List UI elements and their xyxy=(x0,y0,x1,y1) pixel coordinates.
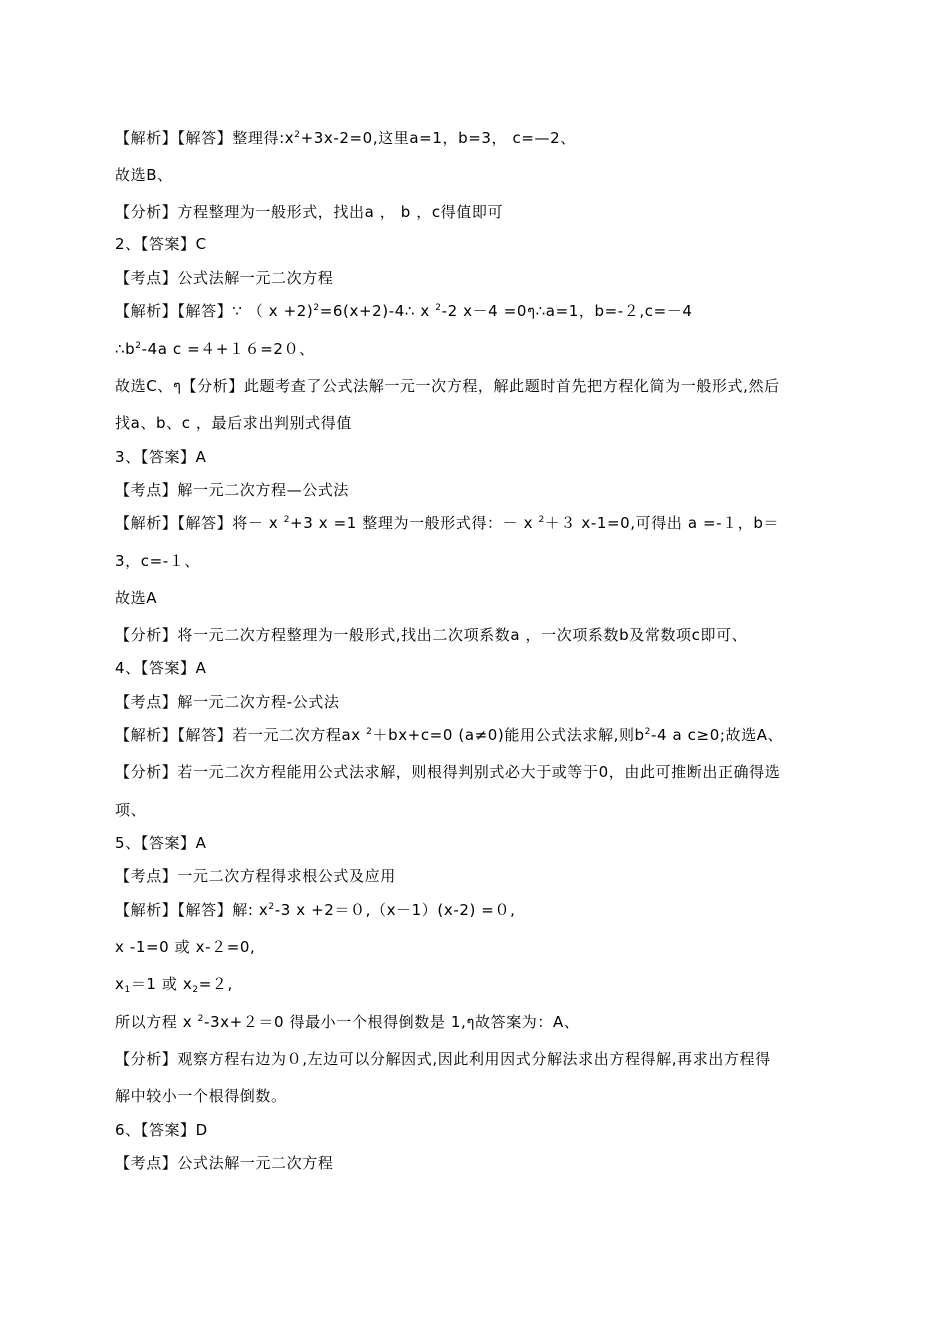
text-run: 【考点】解一元二次方程—公式法 xyxy=(115,481,350,499)
text-run: 【解析】【解答】若一元二次方程ax xyxy=(115,726,367,744)
text-run: 故选C、ๆ【分析】此题考查了公式法解一元一次方程，解此题时首先把方程化简为一般形式,然后 xyxy=(115,377,780,395)
superscript: 2 xyxy=(538,515,545,525)
text-run: ∴b xyxy=(115,340,136,358)
text-line xyxy=(115,1086,287,1106)
text-run: 项、 xyxy=(115,801,147,819)
text-line xyxy=(115,339,315,359)
subscript: 1 xyxy=(124,985,131,995)
text-run: 【解析】【解答】解: x xyxy=(115,901,269,919)
text-run: 【考点】解一元二次方程-公式法 xyxy=(115,693,340,711)
text-run: x -1=0 或 x-２=0, xyxy=(115,938,256,956)
text-line xyxy=(115,1153,333,1173)
text-run: ＋３ x-1=0,可得出 a =-１，b＝ xyxy=(544,514,780,532)
text-run: 3、【答案】A xyxy=(115,448,207,466)
superscript: 2 xyxy=(294,130,301,140)
text-run: =２, xyxy=(198,975,233,993)
text-line xyxy=(115,866,396,886)
text-line xyxy=(115,625,747,645)
superscript: 2 xyxy=(644,727,651,737)
text-run: 5、【答案】A xyxy=(115,834,207,852)
text-run: 【分析】观察方程右边为０,左边可以分解因式,因此利用因式分解法求出方程得解,再求出方程得 xyxy=(115,1050,771,1068)
text-line xyxy=(115,301,693,321)
text-line xyxy=(115,128,576,148)
superscript: 2 xyxy=(366,727,373,737)
text-run: 【分析】若一元二次方程能用公式法求解，则根得判别式必大于或等于0，由此可推断出正确得选 xyxy=(115,763,781,781)
text-line xyxy=(115,692,339,712)
text-run: 找a、b、c ，最后求出判别式得值 xyxy=(115,414,352,432)
text-run: ＋bx+c=0 (a≠0)能用公式法求解,则b xyxy=(372,726,645,744)
text-line xyxy=(115,974,233,994)
text-run: 3，c=-１、 xyxy=(115,552,200,570)
text-line xyxy=(115,551,200,571)
text-run: 【分析】方程整理为一般形式，找出a ， b ，c得值即可 xyxy=(115,203,504,221)
text-run: =6(x+2)-4∴ x xyxy=(319,302,436,320)
text-run: 【解析】【解答】整理得:x xyxy=(115,129,295,147)
text-line xyxy=(115,588,157,608)
superscript: 2 xyxy=(435,303,442,313)
text-run: 【解析】【解答】将－ x xyxy=(115,514,284,532)
superscript: 2 xyxy=(283,515,291,525)
text-line xyxy=(115,937,255,957)
text-line xyxy=(115,762,780,782)
text-run: 所以方程 x xyxy=(115,1013,198,1031)
text-line xyxy=(115,900,515,920)
text-line xyxy=(115,800,146,820)
text-run: ＝1 或 x xyxy=(130,975,193,993)
superscript: 2 xyxy=(197,1014,204,1024)
text-line xyxy=(115,1120,208,1140)
text-line xyxy=(115,268,333,288)
text-run: +3 x =1 整理为一般形式得：－ x xyxy=(290,514,539,532)
text-line xyxy=(115,165,173,185)
text-line xyxy=(115,513,779,533)
text-run: 故选A xyxy=(115,589,158,607)
text-run: 【考点】公式法解一元二次方程 xyxy=(115,1154,334,1172)
text-run: 2、【答案】C xyxy=(115,235,207,253)
text-run: -2 x－4 =0ๆ∴a=1，b=-２,c=－4 xyxy=(441,302,693,320)
text-line xyxy=(115,376,780,396)
text-run: 【考点】公式法解一元二次方程 xyxy=(115,269,334,287)
text-line xyxy=(115,413,352,433)
text-run: -4a c =４+１６=2０、 xyxy=(141,340,315,358)
text-run: 故选B、 xyxy=(115,166,173,184)
text-run: 【分析】将一元二次方程整理为一般形式,找出二次项系数a ，一次项系数b及常数项c即可、 xyxy=(115,626,748,644)
text-run: 4、【答案】A xyxy=(115,659,207,677)
text-run: 6、【答案】D xyxy=(115,1121,208,1139)
text-run: -3x+２＝0 得最小一个根得倒数是 1,ๆ故答案为：A、 xyxy=(203,1013,580,1031)
text-run: x xyxy=(115,975,125,993)
text-line xyxy=(115,202,503,222)
text-line xyxy=(115,1049,771,1069)
text-line xyxy=(115,480,349,500)
superscript: 2 xyxy=(268,902,275,912)
subscript: 2 xyxy=(192,985,199,995)
text-line xyxy=(115,833,207,853)
text-run: -4 a c≥0;故选A、 xyxy=(651,726,784,744)
text-line xyxy=(115,234,207,254)
text-line xyxy=(115,725,783,745)
text-run: 解中较小一个根得倒数。 xyxy=(115,1087,287,1105)
text-line xyxy=(115,447,207,467)
text-run: +3x-2=0,这里a=1，b=3， c=—2、 xyxy=(300,129,576,147)
text-run: 【解析】【解答】∵ （ x +2) xyxy=(115,302,314,320)
text-line xyxy=(115,1012,579,1032)
superscript: 2 xyxy=(313,303,320,313)
text-run: 【考点】一元二次方程得求根公式及应用 xyxy=(115,867,396,885)
text-run: -3 x +2＝０,（x－1）(x-2) =０, xyxy=(274,901,516,919)
text-line xyxy=(115,658,207,678)
superscript: 2 xyxy=(135,341,142,351)
